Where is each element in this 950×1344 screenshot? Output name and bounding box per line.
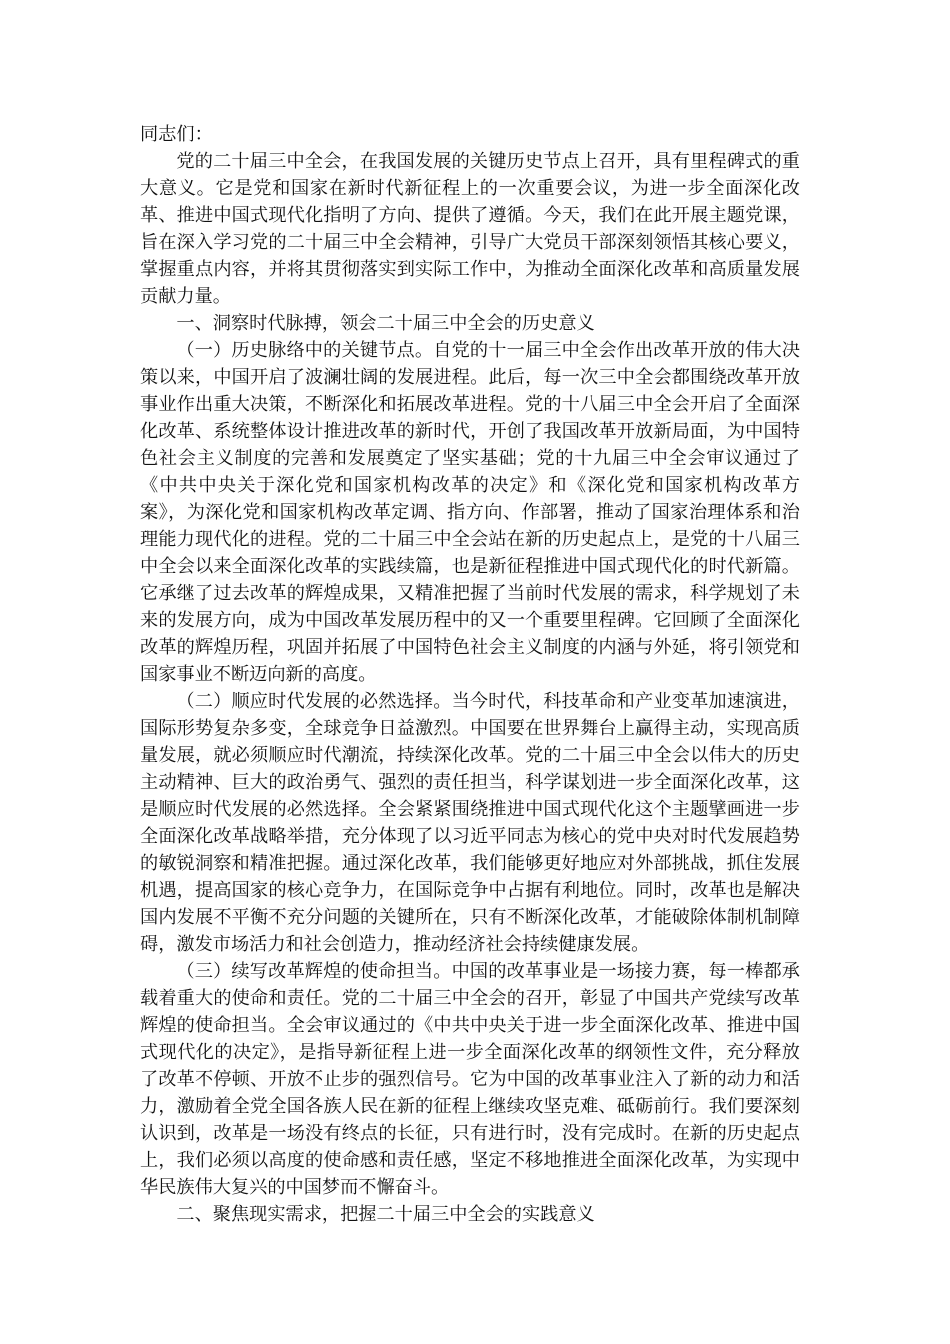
salutation: 同志们： — [140, 124, 213, 145]
document-body — [140, 121, 800, 1228]
section-heading-2: 二、聚焦现实需求，把握二十届三中全会的实践意义 — [176, 1204, 595, 1225]
subsection-paragraph-2: （二）顺应时代发展的必然选择。当今时代，科技革命和产业变革加速演进，国际形势复杂多变，全球竞争日益激烈。中国要在世界舞台上赢得主动，实现高质量发展，就必须顺应时代潮流，持续深化改革。党的二十届三中全会以伟大的历史主动精神、巨大的政治勇气、强烈的责任担当，科学谋划进一步全面深化改革，这是顺应时代发展的必然选择。全会紧紧围绕推进中国式现代化这个主题擘画进一步全面深化改革战略举措，充分体现了以习近平同志为核心的党中央对时代发展趋势的敏锐洞察和精准把握。通过深化改革，我们能够更好地应对外部挑战，抓住发展机遇，提高国家的核心竞争力，在国际竞争中占据有利地位。同时，改革也是解决国内发展不平衡不充分问题的关键所在，只有不断深化改革，才能破除体制机制障碍，激发市场活力和社会创造力，推动经济社会持续健康发展。 — [140, 691, 800, 955]
subsection-paragraph-3: （三）续写改革辉煌的使命担当。中国的改革事业是一场接力赛，每一棒都承载着重大的使命和责任。党的二十届三中全会的召开，彰显了中国共产党续写改革辉煌的使命担当。全会审议通过的《中共中央关于进一步全面深化改革、推进中国式现代化的决定》，是指导新征程上进一步全面深化改革的纲领性文件，充分释放了改革不停顿、开放不止步的强烈信号。它为中国的改革事业注入了新的动力和活力，激励着全党全国各族人民在新的征程上继续攻坚克难、砥砺前行。我们要深刻认识到，改革是一场没有终点的长征，只有进行时，没有完成时。在新的历史起点上，我们必须以高度的使命感和责任感，坚定不移地推进全面深化改革，为实现中华民族伟大复兴的中国梦而不懈奋斗。 — [140, 961, 800, 1198]
intro-paragraph: 党的二十届三中全会，在我国发展的关键历史节点上召开，具有里程碑式的重大意义。它是党和国家在新时代新征程上的一次重要会议，为进一步全面深化改革、推进中国式现代化指明了方向、提供了遵循。今天，我们在此开展主题党课，旨在深入学习党的二十届三中全会精神，引导广大党员干部深刻领悟其核心要义，掌握重点内容，并将其贯彻落实到实际工作中，为推动全面深化改革和高质量发展贡献力量。 — [140, 151, 800, 307]
subsection-paragraph-1: （一）历史脉络中的关键节点。自党的十一届三中全会作出改革开放的伟大决策以来，中国开启了波澜壮阔的发展进程。此后，每一次三中全会都围绕改革开放事业作出重大决策，不断深化和拓展改革进程。党的十八届三中全会开启了全面深化改革、系统整体设计推进改革的新时代，开创了我国改革开放新局面，为中国特色社会主义制度的完善和发展奠定了坚实基础；党的十九届三中全会审议通过了《中共中央关于深化党和国家机构改革的决定》和《深化党和国家机构改革方案》，为深化党和国家机构改革定调、指方向、作部署，推动了国家治理体系和治理能力现代化的进程。党的二十届三中全会站在新的历史起点上，是党的十八届三中全会以来全面深化改革的实践续篇，也是新征程推进中国式现代化的时代新篇。它承继了过去改革的辉煌成果，又精准把握了当前时代发展的需求，科学规划了未来的发展方向，成为中国改革发展历程中的又一个重要里程碑。它回顾了全面深化改革的辉煌历程，巩固并拓展了中国特色社会主义制度的内涵与外延，将引领党和国家事业不断迈向新的高度。 — [140, 340, 800, 685]
section-heading-1: 一、洞察时代脉搏，领会二十届三中全会的历史意义 — [176, 313, 595, 334]
